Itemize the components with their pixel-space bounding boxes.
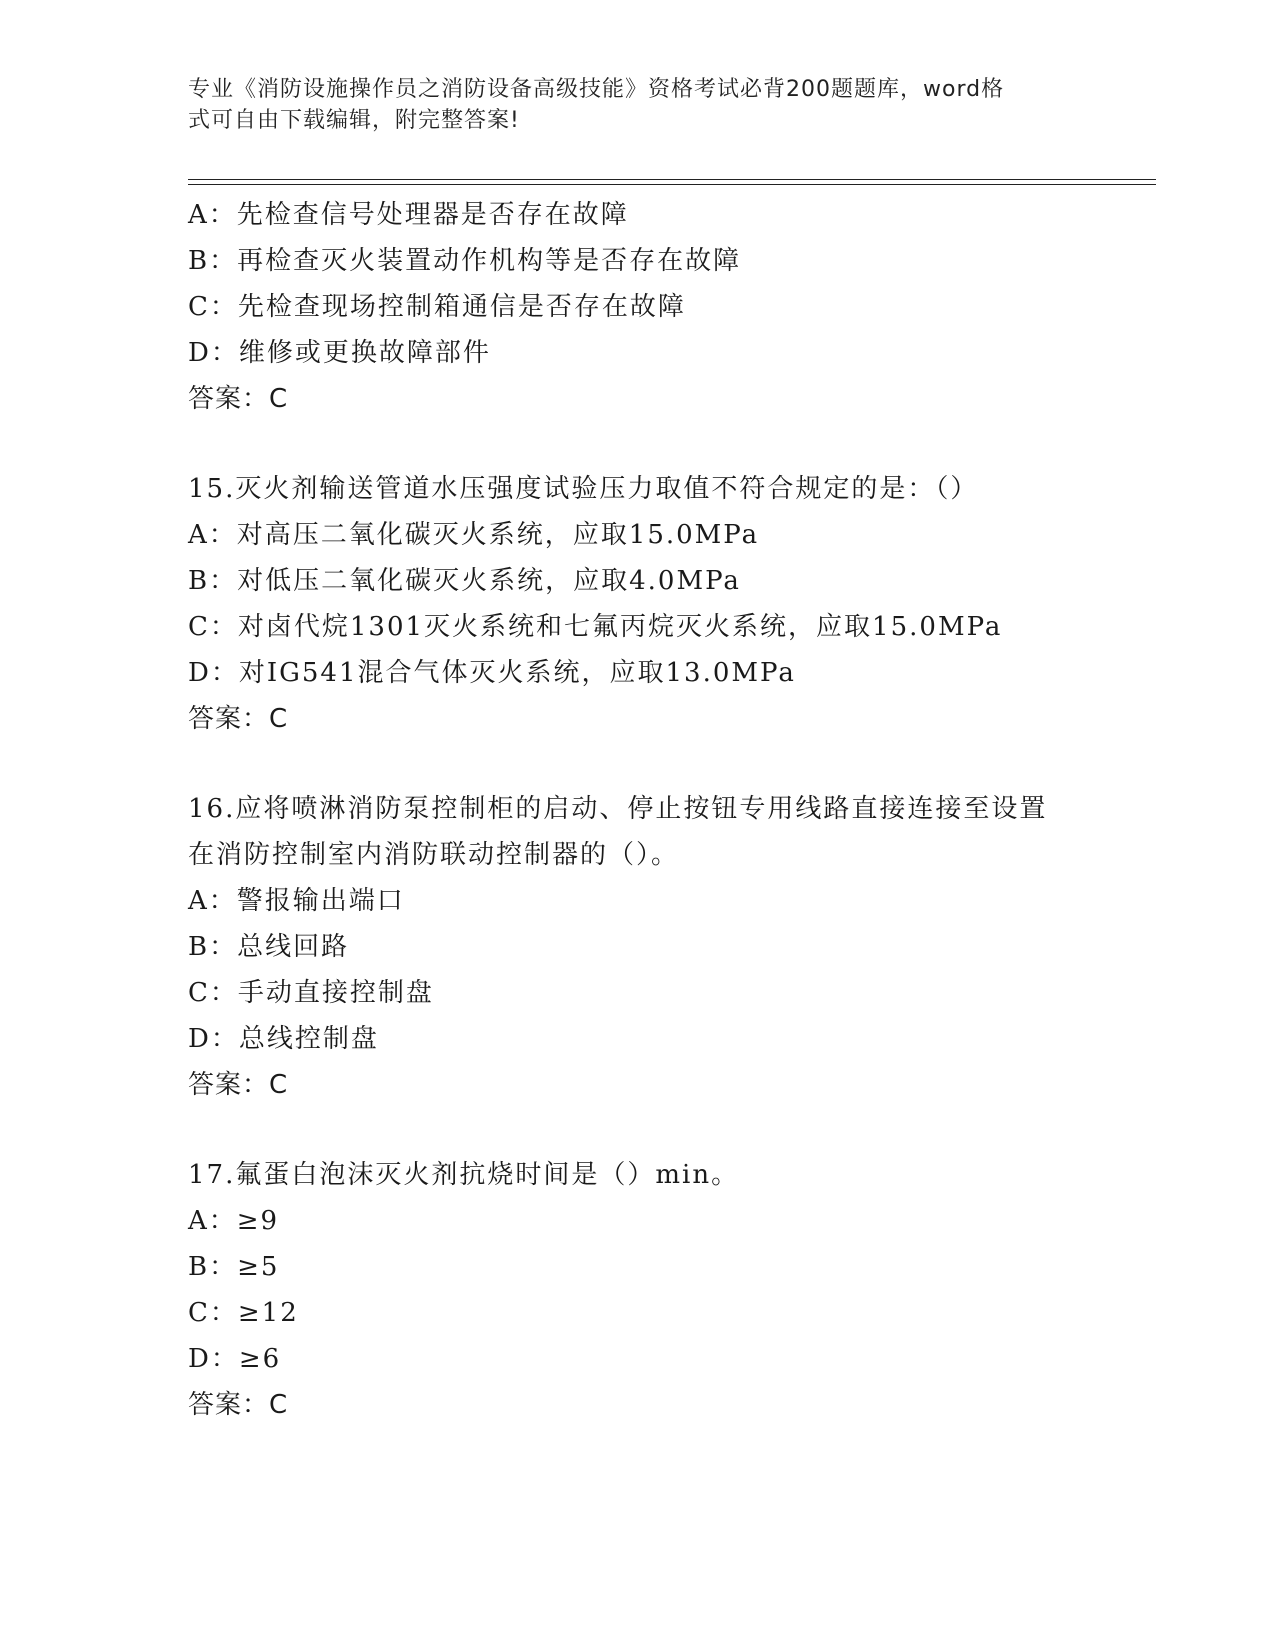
option-a: A：对高压二氧化碳灭火系统，应取15.0MPa — [188, 520, 760, 550]
document-header — [188, 74, 1088, 136]
option-a: A：警报输出端口 — [188, 886, 405, 916]
option-b: B：总线回路 — [188, 932, 350, 962]
option-a: A：先检查信号处理器是否存在故障 — [188, 200, 629, 230]
option-c: C：对卤代烷1301灭火系统和七氟丙烷灭火系统，应取15.0MPa — [188, 612, 1003, 642]
option-d: D：≥6 — [188, 1344, 282, 1374]
header-line-1: 专业《消防设施操作员之消防设备高级技能》资格考试必背200题题库，word格 — [188, 77, 1005, 102]
question-14 — [188, 192, 1148, 422]
option-d: D：对IG541混合气体灭火系统，应取13.0MPa — [188, 658, 796, 688]
option-c: C：先检查现场控制箱通信是否存在故障 — [188, 292, 686, 322]
header-line-2: 式可自由下载编辑，附完整答案! — [188, 108, 520, 133]
question-stem-line-1: 16.应将喷淋消防泵控制柜的启动、停止按钮专用线路直接连接至设置 — [188, 794, 1048, 824]
question-15 — [188, 466, 1148, 742]
question-16 — [188, 786, 1148, 1108]
question-stem: 17.氟蛋白泡沫灭火剂抗烧时间是（）min。 — [188, 1160, 740, 1190]
question-list — [188, 192, 1148, 1428]
question-stem-line-2: 在消防控制室内消防联动控制器的（）。 — [188, 840, 680, 870]
option-d: D：维修或更换故障部件 — [188, 338, 491, 368]
answer-label: 答案：C — [188, 704, 289, 734]
option-b: B：≥5 — [188, 1252, 280, 1282]
answer-label: 答案：C — [188, 1390, 289, 1420]
option-b: B：再检查灭火装置动作机构等是否存在故障 — [188, 246, 742, 276]
answer-label: 答案：C — [188, 384, 289, 414]
option-d: D：总线控制盘 — [188, 1024, 379, 1054]
option-c: C：手动直接控制盘 — [188, 978, 434, 1008]
header-divider-top — [188, 179, 1156, 180]
question-17 — [188, 1152, 1148, 1428]
question-stem: 15.灭火剂输送管道水压强度试验压力取值不符合规定的是：（） — [188, 474, 979, 504]
option-a: A：≥9 — [188, 1206, 280, 1236]
answer-label: 答案：C — [188, 1070, 289, 1100]
option-c: C：≥12 — [188, 1298, 299, 1328]
option-b: B：对低压二氧化碳灭火系统，应取4.0MPa — [188, 566, 741, 596]
header-divider-bottom — [188, 184, 1156, 185]
